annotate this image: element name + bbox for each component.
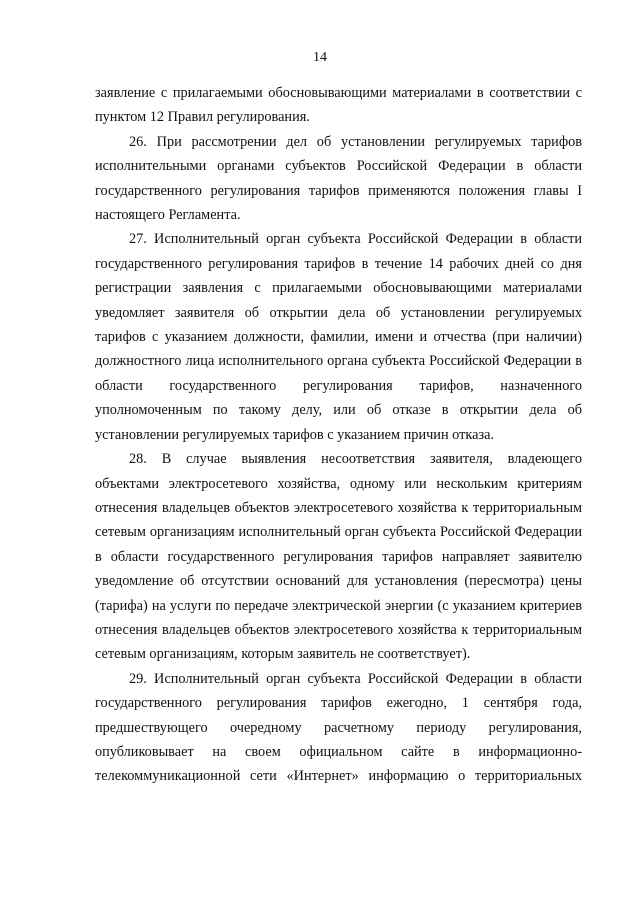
paragraph-29: 29. Исполнительный орган субъекта Российской Федерации в области государственного регулирования тарифов ежегодно, 1 сентября года, предшествующего очередному расчетному периоду регулирования, опубликовывает на своем официальном сайте в информационно-телекоммуникационной сети «Интернет» информацию о территориальных [95, 670, 582, 785]
paragraph-27: 27. Исполнительный орган субъекта Российской Федерации в области государственного регулирования тарифов в течение 14 рабочих дней со дня регистрации заявления с прилагаемыми обосновывающими материалами уведомляет заявителя об открытии дела об установлении регулируемых тарифов с указанием должности, фамилии, имени и отчества (при наличии) должностного лица исполнительного органа субъекта Российской Федерации в области государственного регулирования тарифов, назначенного уполномоченным по такому делу, или об отказе в открытии дела об установлении регулируемых тарифов с указанием причин отказа. [95, 231, 582, 443]
paragraph-28: 28. В случае выявления несоответствия заявителя, владеющего объектами электросетевого хозяйства, одному или нескольким критериям отнесения владельцев объектов электросетевого хозяйства к территориальным сетевым организациям исполнительный орган субъекта Российской Федерации в области государственного регулирования тарифов направляет заявителю уведомление об отсутствии оснований для установления (пересмотра) цены (тарифа) на услуги по передаче электрической энергии (с указанием критериев отнесения владельцев объектов электросетевого хозяйства к территориальным сетевым организациям, которым заявитель не соответствует). [95, 451, 582, 663]
body-text [95, 81, 582, 789]
paragraph-26: 26. При рассмотрении дел об установлении регулируемых тарифов исполнительными органами субъектов Российской Федерации в области государственного регулирования тарифов применяются положения главы I настоящего Регламента. [95, 133, 582, 224]
paragraph-continuation: заявление с прилагаемыми обосновывающими материалами в соответствии с пунктом 12 Правил регулирования. [95, 85, 582, 126]
page-number: 14 [313, 50, 327, 65]
